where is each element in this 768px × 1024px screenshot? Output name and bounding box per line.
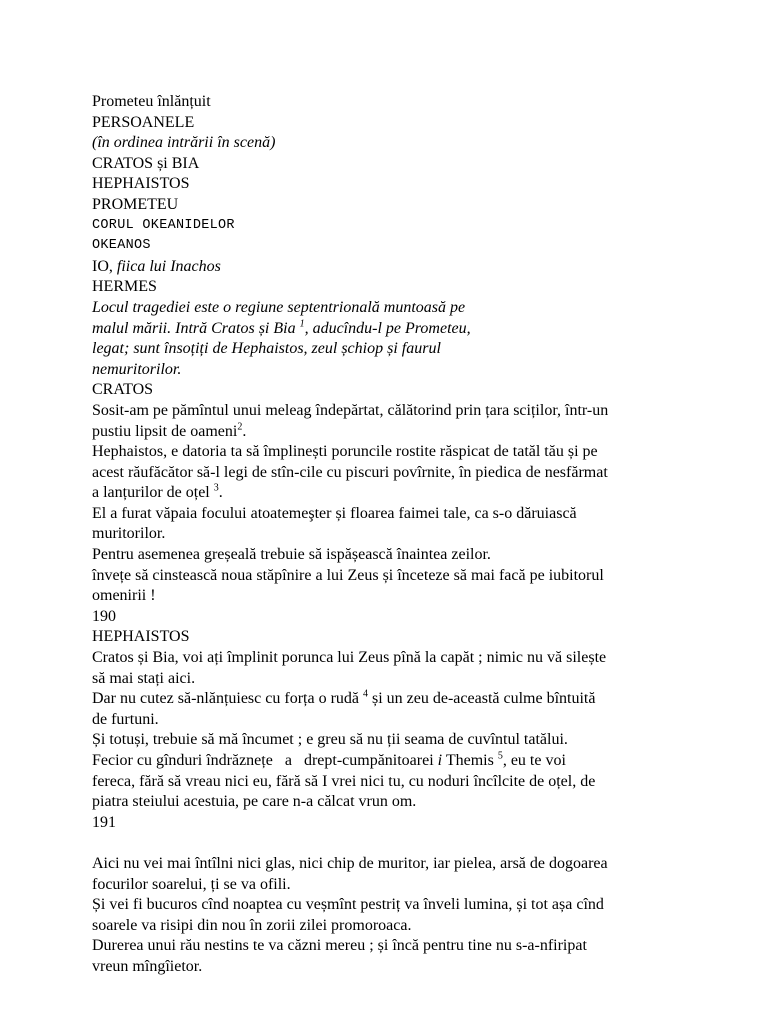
page-number: 190 — [92, 607, 116, 625]
character-cratos-bia: CRATOS și BIA — [92, 154, 200, 172]
text-line: Și totuși, trebuie să mă încumet ; e greu să nu ții seama de cuvîntul tatălui. — [92, 731, 568, 749]
text-line: El a furat văpaia focului atoatemeşter și floarea faimei tale, ca s-o dăruiască — [92, 504, 577, 522]
character-prometeu: PROMETEU — [92, 195, 179, 213]
text-line: de furtuni. — [92, 710, 159, 728]
text-line: Durerea unui rău nestins te va căzni mereu ; și încă pentru tine nu s-a-nfiripat — [92, 937, 587, 955]
document-page — [92, 92, 692, 978]
text-line: Fecior cu gînduri îndrăznețe a drept-cumpănitoarei i Themis $^5$, eu te voi — [92, 750, 566, 769]
speaker-hephaistos: HEPHAISTOS — [92, 628, 190, 646]
blank-line — [92, 833, 692, 854]
text-line: Și vei fi bucuros cînd noaptea cu veșmînt pestriț va înveli lumina, și tot așa cînd — [92, 896, 604, 914]
setting-line: malul mării. Intră Cratos și Bia $^1$, aducîndu-l pe Prometeu, — [92, 318, 471, 337]
character-corul: CORUL OKEANIDELOR — [92, 217, 235, 233]
text-line: să mai stați aici. — [92, 669, 196, 687]
order-note: (în ordinea intrării în scenă) — [92, 134, 276, 152]
footnote-ref: 2 — [237, 421, 243, 433]
speaker-cratos: CRATOS — [92, 381, 154, 399]
text-line: focurilor soarelui, ți se va ofili. — [92, 875, 291, 893]
io-description: fiica lui Inachos — [116, 257, 221, 275]
setting-line: Locul tragediei este o regiune septentrională muntoasă pe — [92, 298, 466, 316]
footnote-ref: 4 — [363, 688, 368, 700]
io-name: IO, — [92, 257, 113, 275]
document-title: Prometeu înlănțuit — [92, 93, 211, 110]
text-line: acest răufăcător să-l legi de stîn-cile cu piscuri povîrnite, în piedica de nesfărmat — [92, 463, 608, 481]
page-number: 191 — [92, 813, 116, 831]
character-hephaistos: HEPHAISTOS — [92, 175, 190, 193]
setting-line: nemuritorilor. — [92, 360, 182, 378]
persons-heading: PERSOANELE — [92, 113, 195, 131]
text-line: Cratos și Bia, voi ați împlinit porunca lui Zeus pînă la capăt ; nimic nu vă silește — [92, 649, 607, 667]
footnote-ref: 1 — [299, 318, 305, 330]
text-line: soarele va risipi din nou în zorii zilei promoroaca. — [92, 916, 412, 934]
text-line: pustiu lipsit de oameni$^2$. — [92, 421, 247, 440]
text-line: vreun mîngîietor. — [92, 957, 203, 975]
text-line: Dar nu cutez să-nlănțuiesc cu forța o rudă $^4$ și un zeu de-această culme bîntuită — [92, 688, 596, 708]
text-line: piatra steiului acestuia, pe care n-a călcat vrun om. — [92, 793, 417, 811]
text-line: a lanțurilor de oțel $^3$. — [92, 482, 223, 502]
text-line: învețe să cinstească noua stăpînire a lui Zeus și înceteze să mai facă pe iubitorul — [92, 566, 604, 584]
footnote-ref: 5 — [497, 750, 503, 762]
text-line: omenirii ! — [92, 587, 156, 605]
text-line: fereca, fără să vreau nici eu, fără să I vrei nici tu, cu noduri încîlcite de oțel, de — [92, 772, 596, 790]
text-line: Pentru asemenea greșeală trebuie să ispășească înaintea zeilor. — [92, 546, 491, 564]
setting-line: legat; sunt însoțiți de Hephaistos, zeul șchiop și faurul — [92, 340, 441, 358]
text-line: muritorilor. — [92, 525, 166, 543]
footnote-ref: 3 — [213, 482, 219, 494]
character-okeanos: OKEANOS — [92, 238, 151, 254]
character-io — [92, 257, 692, 278]
text-line: Sosit-am pe pămîntul unui meleag îndepărtat, călătorind prin țara sciților, într-un — [92, 401, 609, 419]
text-line: Aici nu vei mai întîlni nici glas, nici chip de muritor, iar pielea, arsă de dogoarea — [92, 854, 608, 872]
text-line: Hephaistos, e datoria ta să împlinești poruncile rostite răspicat de tatăl tău și pe — [92, 443, 598, 461]
character-hermes: HERMES — [92, 278, 157, 296]
